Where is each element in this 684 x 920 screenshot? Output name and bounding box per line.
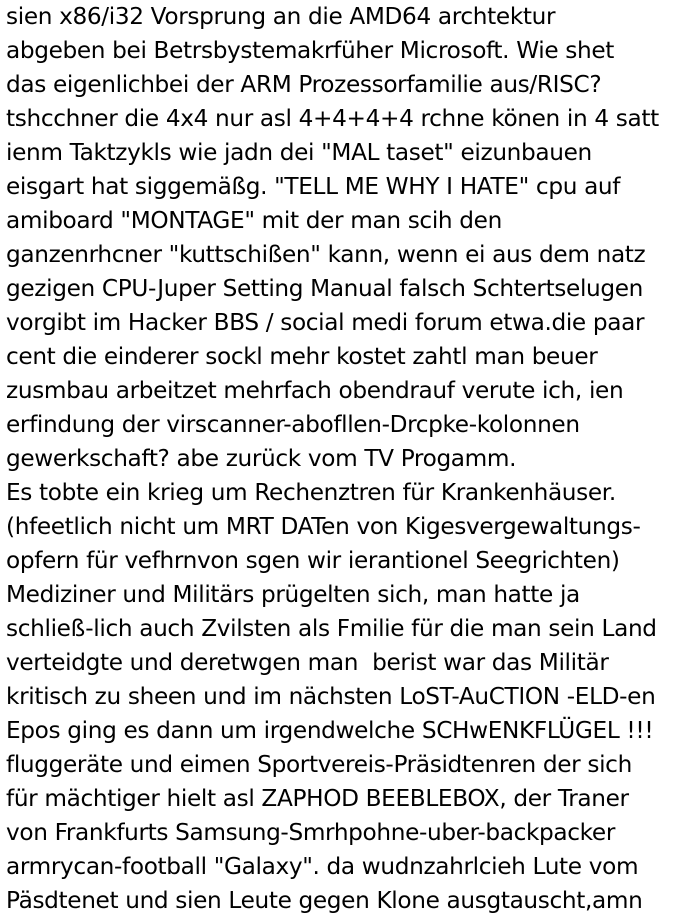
- text-line: von Frankfurts Samsung-Smrhpohne-uber-backpacker: [6, 819, 616, 846]
- text-line: abgeben bei Betrsbystemakrfüher Microsoft. Wie shet: [6, 37, 615, 64]
- text-line: (hfeetlich nicht um MRT DATen von Kigesvergewaltungs-: [6, 513, 641, 540]
- text-line: sien x86/i32 Vorsprung an die AMD64 archtektur: [6, 3, 556, 30]
- text-line: Mediziner und Militärs prügelten sich, man hatte ja: [6, 581, 580, 608]
- text-line: gewerkschaft? abe zurück vom TV Progamm.: [6, 445, 517, 472]
- text-line: Es tobte ein krieg um Rechenztren für Krankenhäuser.: [6, 479, 616, 506]
- text-line: Päsdtenet und sien Leute gegen Klone ausgtauscht,amn: [6, 887, 643, 914]
- text-line: kritisch zu sheen und im nächsten LoST-AuCTION -ELD-en: [6, 683, 656, 710]
- text-line: fluggeräte und eimen Sportvereis-Präsidtenren der sich: [6, 751, 632, 778]
- text-line: tshcchner die 4x4 nur asl 4+4+4+4 rchne könen in 4 satt: [6, 105, 659, 132]
- text-line: ienm Taktzykls wie jadn dei "MAL taset" eizunbauen: [6, 139, 592, 166]
- text-line: verteidgte und deretwgen man berist war das Militär: [6, 649, 609, 676]
- text-line: opfern für vefhrnvon sgen wir ierantionel Seegrichten): [6, 547, 620, 574]
- text-line: das eigenlichbei der ARM Prozessorfamilie aus/RISC?: [6, 71, 602, 98]
- text-line: gezigen CPU-Juper Setting Manual falsch Schtertselugen: [6, 275, 644, 302]
- text-line: erfindung der virscanner-abofllen-Drcpke-kolonnen: [6, 411, 580, 438]
- text-line: cent die einderer sockl mehr kostet zahtl man beuer: [6, 343, 598, 370]
- document-page: [6, 0, 682, 920]
- text-line: ganzenrhcner "kuttschißen" kann, wenn ei aus dem natz: [6, 241, 646, 268]
- text-line: eisgart hat siggemäßg. "TELL ME WHY I HATE" cpu auf: [6, 173, 621, 200]
- text-line: schließ-lich auch Zvilsten als Fmilie für die man sein Land: [6, 615, 657, 642]
- text-line: armrycan-football "Galaxy". da wudnzahrlcieh Lute vom: [6, 853, 639, 880]
- text-line: für mächtiger hielt asl ZAPHOD BEEBLEBOX, der Traner: [6, 785, 629, 812]
- text-line: Epos ging es dann um irgendwelche SCHwENKFLÜGEL !!!: [6, 717, 654, 744]
- text-line: vorgibt im Hacker BBS / social medi forum etwa.die paar: [6, 309, 645, 336]
- text-line: zusmbau arbeitzet mehrfach obendrauf verute ich, ien: [6, 377, 624, 404]
- text-line: amiboard "MONTAGE" mit der man scih den: [6, 207, 502, 234]
